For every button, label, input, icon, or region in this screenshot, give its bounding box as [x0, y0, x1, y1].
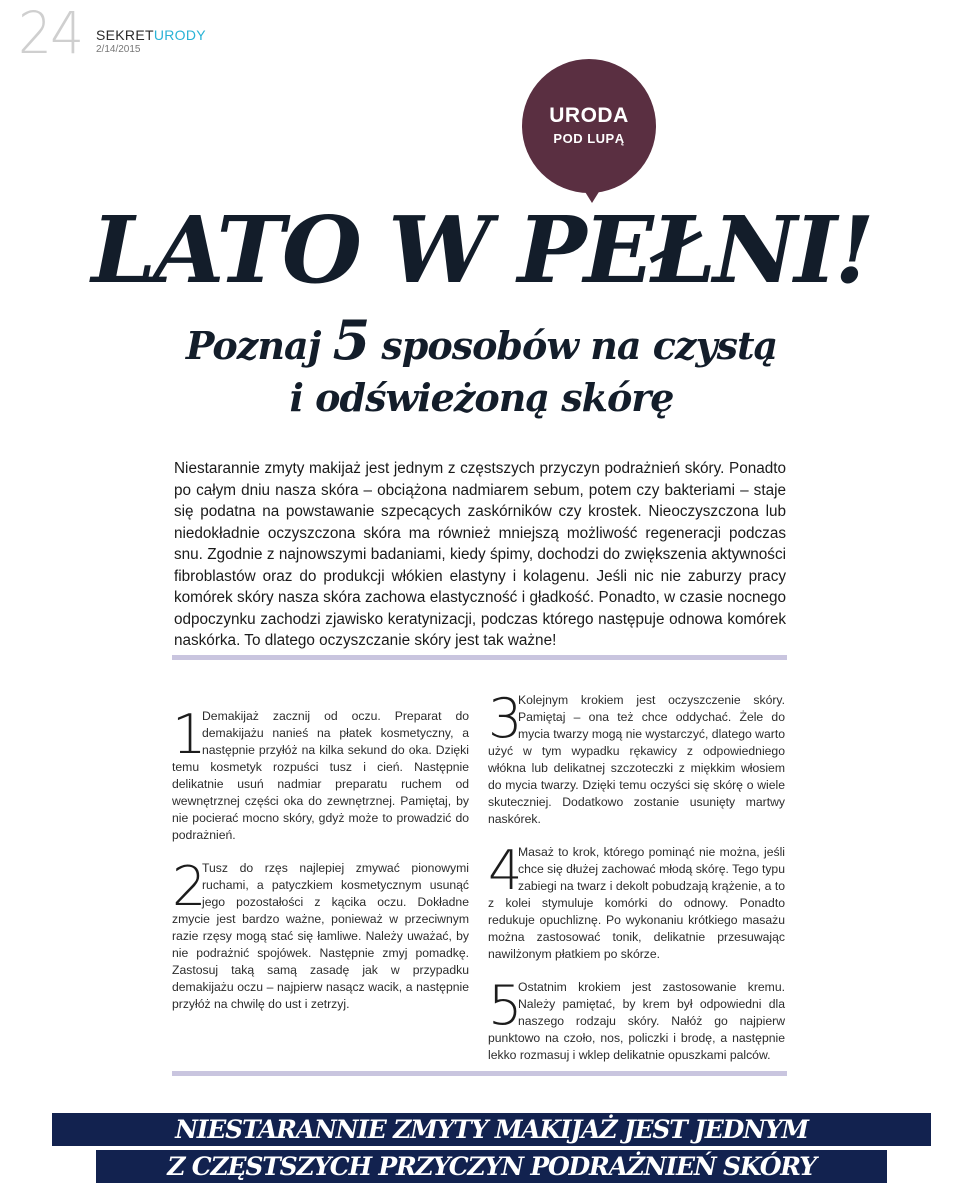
pull-quote-line-2: Z CZĘSTSZYCH PRZYCZYN PODRAŻNIEŃ SKÓRY	[96, 1150, 887, 1183]
subtitle-post: sposobów na czystą	[369, 323, 778, 368]
step-4	[488, 839, 785, 963]
brand-name-part-2: URODY	[153, 27, 206, 43]
step-3	[488, 687, 785, 828]
step-text: Demakijaż zacznij od oczu. Preparat do demakijażu nanieś na płatek kosmetyczny, a następnie przyłóż na kilka sekund do oka. Dzięki temu kosmetyk rozpuści tusz i cień. Następnie delikatnie usuń nadmiar preparatu ruchem od wewnętrznej części oka do zewnętrznej. Pamiętaj, by nie pocierać mocno skóry, gdyż może to prowadzić do podrażnień.	[172, 709, 469, 842]
intro-paragraph: Niestarannie zmyty makijaż jest jednym z częstszych przyczyn podrażnień skóry. Ponadto po całym dniu nasza skóra – obciążona nadmiarem sebum, potem czy bakteriami – staje się podatna na powstawanie szpecących zaskórników czy krostek. Nieoczyszczona lub niedokładnie oczyszczona skóra ma również mniejszą możliwość regeneracji podczas snu. Zgodnie z najnowszymi badaniami, kiedy śpimy, dochodzi do zwiększenia aktywności fibroblastów oraz do produkcji włókien elastyny i kolagenu. Jeśli nic nie zaburzy pracy komórek skóry nasza skóra zachowa elastyczność i gładkość. Ponadto, w czasie nocnego odpoczynku zachodzi zjawisko keratynizacji, podczas którego następuje odnowa komórek naskórka. To dlatego oczyszczanie skóry jest tak ważne!	[174, 460, 786, 650]
brand-name-part-1: SEKRET	[96, 27, 154, 43]
step-number: 4	[488, 839, 523, 902]
divider-bottom	[172, 1071, 787, 1076]
step-2	[172, 855, 469, 1013]
badge-line-2: POD LUPĄ	[553, 131, 625, 146]
step-number: 3	[488, 687, 523, 750]
divider-top	[172, 655, 787, 660]
steps-column-right	[488, 687, 785, 1080]
step-number: 1	[172, 703, 207, 766]
subtitle-line-1	[0, 308, 963, 372]
pull-quote-line-1: NIESTARANNIE ZMYTY MAKIJAŻ JEST JEDNYM	[52, 1113, 931, 1146]
step-text: Tusz do rzęs najlepiej zmywać pionowymi ruchami, a patyczkiem kosmetycznym usunąć jego pozostałości z kącika oczu. Dokładne zmycie jest bardzo ważne, ponieważ w przeciwnym razie rzęsy mogą stać się łamliwe. Należy uważać, by nie podrażnić spojówek. Następnie zmyj pomadkę. Zastosuj taką samą zasadę jak w przypadku demakijażu oczu – najpierw nasącz wacik, a następnie przyłóż na chwilę do ust i zetrzyj.	[172, 861, 469, 1011]
step-1	[172, 703, 469, 844]
subtitle-pre: Poznaj	[185, 323, 333, 368]
badge-line-1: URODA	[549, 104, 629, 127]
issue-date: 2/14/2015	[96, 44, 141, 55]
magazine-brand	[96, 28, 206, 42]
page-number: 24	[18, 0, 83, 67]
step-number: 5	[488, 974, 523, 1037]
step-number: 2	[172, 855, 207, 918]
step-text: Ostatnim krokiem jest zastosowanie kremu. Należy pamiętać, by krem był odpowiedni dla naszego rodzaju skóry. Nałóż go najpierw punktowo na czoło, nos, policzki i brodę, a następnie lekko rozmasuj i wklep delikatnie opuszkami palców.	[488, 980, 785, 1062]
step-5	[488, 974, 785, 1064]
section-badge	[522, 59, 656, 193]
step-text: Kolejnym krokiem jest oczyszczenie skóry. Pamiętaj – ona też chce oddychać. Żele do mycia twarzy mogą nie wystarczyć, dlatego warto użyć w tym wypadku rękawicy z odpowiedniego włókna lub delikatnej szczoteczki z miękkim włosiem do mycia twarzy. Dzięki temu oczyści się skórę o wiele skuteczniej. Dodatkowo zostanie usunięty martwy naskórek.	[488, 693, 785, 826]
subtitle-line-2: i odświeżoną skórę	[289, 375, 674, 420]
subtitle	[0, 308, 963, 424]
steps-column-left	[172, 703, 469, 1029]
subtitle-number: 5	[332, 308, 370, 372]
step-text: Masaż to krok, którego pominąć nie można, jeśli chce się dłużej zachować młodą skórę. Tego typu zabiegi na twarz i dekolt pobudzają krążenie, a to z kolei stymuluje komórki do odnowy. Ponadto redukuje opuchliznę. Po wykonaniu krótkiego masażu można zastosować tonik, delikatnie przesuwając nawilżonym płatkiem po skórze.	[488, 845, 785, 961]
headline: LATO W PEŁNI!	[91, 196, 872, 304]
